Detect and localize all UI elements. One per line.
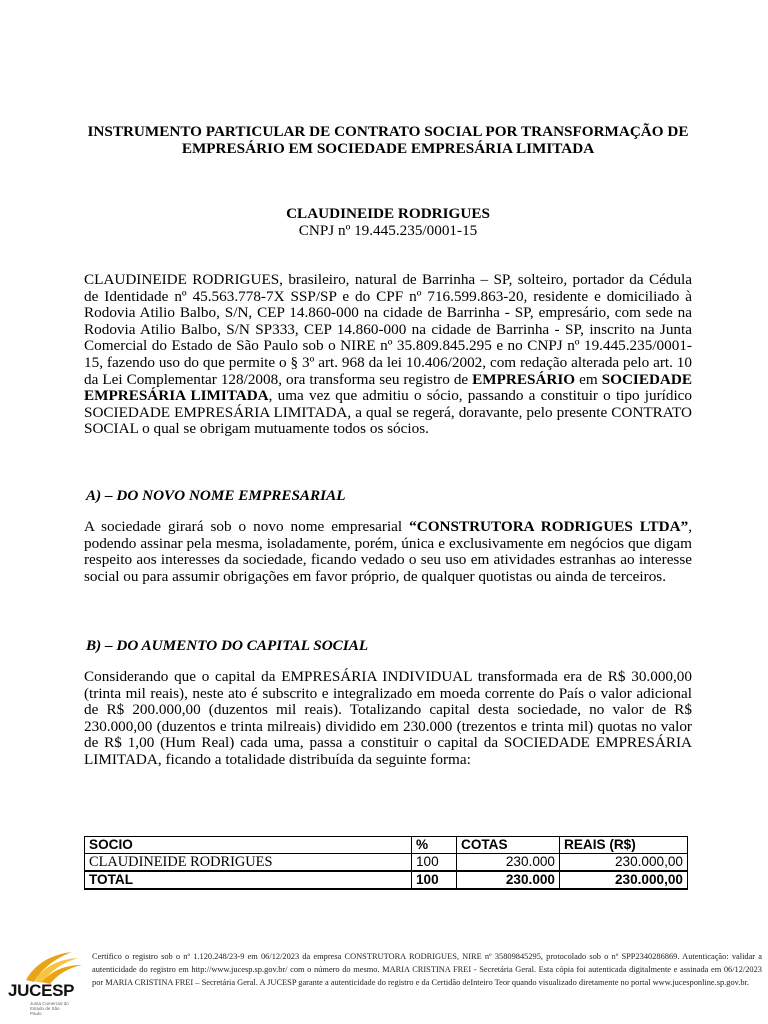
section-a-text-2: , podendo assinar pela mesma, isoladamente, porém, única e exclusivamente em negócios que digam respeito aos interesses da sociedade, ficando vedado o seu uso em atividades estranhas ao interesse social ou para assumir obrigações em favor próprio, de qualquer quotistas ou ainda de terceiros.: [84, 518, 692, 585]
table-header-socio: SOCIO: [85, 837, 412, 854]
table-cell-percent: 100: [412, 854, 457, 872]
intro-text-1: CLAUDINEIDE RODRIGUES, brasileiro, natural de Barrinha – SP, solteiro, portador da Cédula de Identidade nº 45.563.778-7X SSP/SP e do CPF nº 716.599.863-20, residente e domiciliado à Rodovia Atilio Balbo, S/N, CEP 14.860-000 na cidade de Barrinha - SP, empresário, com sede na Rodovia Atilio Balbo, S/N SP333, CEP 14.860-000 na cidade de Barrinha - SP, inscrito na Junta Comercial do Estado de São Paulo sob o NIRE nº 35.809.845.295 e no CNPJ nº 19.445.235/0001-15, fazendo uso do que permite o § 3º art. 968 da lei 10.406/2002, com redação alterada pelo art. 10 da Lei Complementar 128/2008, ora transforma seu registro de: [84, 271, 692, 388]
table-header-row: [85, 837, 688, 854]
table-cell-socio: CLAUDINEIDE RODRIGUES: [85, 854, 412, 872]
table-row: [85, 854, 688, 872]
section-a-paragraph: [84, 519, 692, 585]
table-cell-reais: 230.000,00: [560, 854, 688, 872]
table-total-reais: 230.000,00: [560, 871, 688, 889]
company-header: [84, 205, 692, 239]
quota-table: [84, 836, 688, 890]
jucesp-logo-text: JUCESP: [8, 981, 75, 1000]
section-a-text-1: A sociedade girará sob o novo nome empresarial: [84, 518, 410, 535]
intro-bold-sociedade: SOCIEDADE EMPRESÁRIA LIMITADA: [84, 370, 692, 405]
table-total-cotas: 230.000: [457, 871, 560, 889]
intro-text-3: , uma vez que admitiu o sócio, passando a constituir o tipo jurídico SOCIEDADE EMPRESÁRIA LIMITADA, a qual se regerá, doravante, pelo presente CONTRATO SOCIAL o qual se obrigam mutuamente todos os sócios.: [84, 387, 693, 438]
jucesp-logo-subtext: Junta Comercial do Estado de São Paulo: [30, 1001, 69, 1016]
table-total-percent: 100: [412, 871, 457, 889]
company-cnpj: CNPJ nº 19.445.235/0001-15: [298, 222, 478, 239]
table-total-row: [85, 871, 688, 889]
intro-text-2: em: [575, 370, 602, 388]
table-total-label: TOTAL: [85, 871, 412, 889]
table-cell-cotas: 230.000: [457, 854, 560, 872]
table-header-cotas: COTAS: [457, 837, 560, 854]
certification-footer: Certifico o registro sob o nº 1.120.248/23-9 em 06/12/2023 da empresa CONSTRUTORA RODRIGUES, NIRE nº 35809845295, protocolado sob o nº SPP2340286869. Autenticação: validar a autenticidade do registro em http://www.jucesp.sp.gov.br/ com o número do mesmo. MARIA CRISTINA FREI - Secretária Geral. Esta cópia foi autenticada digitalmente e assinada em 06/12/2023 por MARIA CRISTINA FREI – Secretária Geral. A JUCESP garante a autenticidade do registro e da Certidão deInteiro Teor quando visualizado diretamente no portal www.jucesponline.sp.gov.br.: [92, 952, 762, 987]
table-header-percent: %: [412, 837, 457, 854]
section-b-heading: B) – DO AUMENTO DO CAPITAL SOCIAL: [86, 637, 369, 654]
section-a-heading: A) – DO NOVO NOME EMPRESARIAL: [86, 487, 346, 504]
intro-bold-empresario: EMPRESÁRIO: [472, 370, 576, 388]
intro-paragraph: [84, 272, 692, 438]
table-header-reais: REAIS (R$): [560, 837, 688, 854]
company-name: CLAUDINEIDE RODRIGUES: [286, 205, 490, 222]
section-a-company-name: “CONSTRUTORA RODRIGUES LTDA”: [409, 518, 689, 535]
document-title: INSTRUMENTO PARTICULAR DE CONTRATO SOCIAL POR TRANSFORMAÇÃO DE EMPRESÁRIO EM SOCIEDADE EMPRESÁRIA LIMITADA: [87, 123, 689, 157]
section-b-paragraph: Considerando que o capital da EMPRESÁRIA INDIVIDUAL transformada era de R$ 30.000,00 (trinta mil reais), neste ato é subscrito e integralizado em moeda corrente do País o valor adicional de R$ 200.000,00 (duzentos mil reais). Totalizando capital desta sociedade, no valor de R$ 230.000,00 (duzentos e trinta milreais) dividido em 230.000 (trezentos e trinta mil) quotas no valor de R$ 1,00 (Hum Real) cada uma, passa a constituir o capital da SOCIEDADE EMPRESÁRIA LIMITADA, ficando a totalidade distribuída da seguinte forma:: [84, 668, 692, 768]
